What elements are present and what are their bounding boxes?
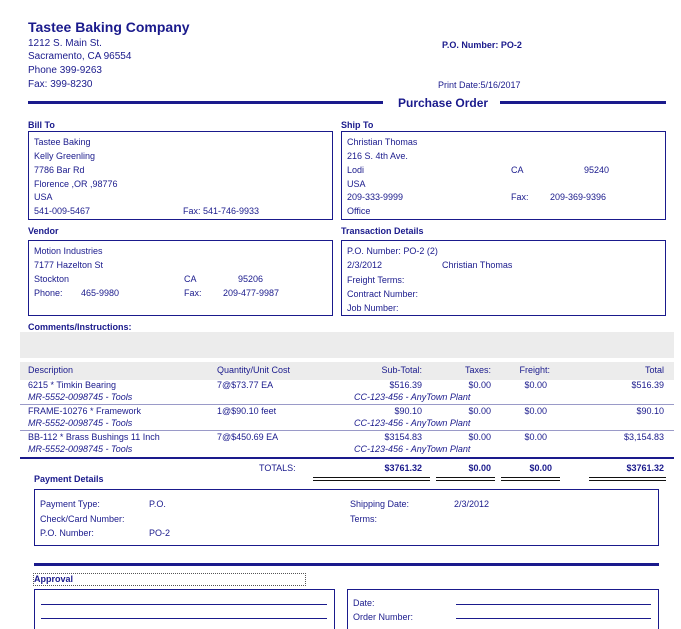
- totals-underline: [436, 477, 495, 478]
- payment-po-label: P.O. Number:: [40, 528, 94, 538]
- payment-ship-date: 2/3/2012: [454, 499, 490, 509]
- bill-to-contact: Kelly Greenling: [34, 151, 96, 161]
- item-description: BB-112 * Brass Bushings 11 Inch: [28, 432, 160, 442]
- totals-underline: [436, 480, 495, 481]
- items-header-bg: [20, 362, 674, 380]
- ship-to-state: CA: [511, 165, 524, 175]
- payment-box: [34, 489, 659, 546]
- payment-ship-date-label: Shipping Date:: [350, 499, 410, 509]
- item-subtotal: $3154.83: [384, 432, 422, 442]
- approval-heading-text: Approval: [34, 574, 74, 584]
- item-location: CC-123-456 - AnyTown Plant: [354, 418, 471, 428]
- item-taxes: $0.00: [468, 380, 491, 390]
- company-address-1: 1212 S. Main St.: [28, 38, 102, 49]
- vendor-phone: 465-9980: [81, 288, 120, 298]
- title-rule-right: [500, 101, 666, 104]
- col-description: Description: [28, 365, 74, 375]
- vendor-phone-label: Phone:: [34, 288, 63, 298]
- item-freight: $0.00: [524, 380, 547, 390]
- item-description: FRAME-10276 * Framework: [28, 406, 142, 416]
- approval-heading: [33, 573, 306, 586]
- item-quantity: 1@$90.10 feet: [217, 406, 277, 416]
- approval-signature-box: [34, 589, 335, 629]
- bill-to-phone: 541-009-5467: [34, 206, 91, 216]
- company-phone: Phone 399-9263: [28, 65, 102, 76]
- totals-underline: [589, 477, 666, 478]
- payment-type-label: Payment Type:: [40, 499, 100, 509]
- payment-heading: Payment Details: [34, 474, 104, 484]
- totals-freight: $0.00: [529, 463, 552, 473]
- po-number-header: P.O. Number: PO-2: [442, 40, 522, 50]
- item-subtotal: $90.10: [394, 406, 422, 416]
- item-freight: $0.00: [524, 432, 547, 442]
- item-taxes: $0.00: [468, 432, 491, 442]
- signature-line: [41, 604, 327, 605]
- vendor-zip: 95206: [238, 274, 264, 284]
- vendor-state: CA: [184, 274, 197, 284]
- item-total: $3,154.83: [623, 432, 664, 442]
- bill-to-street: 7786 Bar Rd: [34, 165, 85, 175]
- ship-to-street: 216 S. 4th Ave.: [347, 151, 408, 161]
- order-number-line: [456, 618, 651, 619]
- ship-to-name: Christian Thomas: [347, 137, 418, 147]
- payment-check-label: Check/Card Number:: [40, 514, 125, 524]
- col-freight: Freight:: [519, 365, 550, 375]
- totals-underline: [501, 480, 560, 481]
- row-divider: [20, 430, 674, 431]
- bill-to-city: Florence ,OR ,98776: [34, 179, 118, 189]
- col-taxes: Taxes:: [464, 365, 491, 375]
- item-total: $516.39: [631, 380, 664, 390]
- item-freight: $0.00: [524, 406, 547, 416]
- totals-underline: [501, 477, 560, 478]
- transaction-buyer: Christian Thomas: [442, 260, 513, 270]
- totals-label: TOTALS:: [259, 463, 296, 473]
- company-fax: Fax: 399-8230: [28, 79, 93, 90]
- comments-area: [20, 332, 674, 358]
- transaction-contract-number: Contract Number:: [347, 289, 419, 299]
- totals-subtotal: $3761.32: [384, 463, 422, 473]
- col-subtotal: Sub-Total:: [381, 365, 422, 375]
- vendor-street: 7177 Hazelton St: [34, 260, 104, 270]
- company-address-2: Sacramento, CA 96554: [28, 51, 132, 62]
- vendor-fax: 209-477-9987: [223, 288, 280, 298]
- print-date: Print Date:5/16/2017: [438, 80, 521, 90]
- item-total: $90.10: [636, 406, 664, 416]
- row-divider: [20, 404, 674, 405]
- ship-to-fax-label: Fax:: [511, 192, 529, 202]
- approval-details-box: [347, 589, 659, 629]
- comments-label: Comments/Instructions:: [28, 322, 132, 332]
- vendor-heading: Vendor: [28, 226, 59, 236]
- ship-to-heading: Ship To: [341, 120, 374, 130]
- bill-to-fax: Fax: 541-746-9933: [183, 206, 260, 216]
- transaction-date: 2/3/2012: [347, 260, 383, 270]
- vendor-city: Stockton: [34, 274, 70, 284]
- item-quantity: 7@$73.77 EA: [217, 380, 274, 390]
- ship-to-fax: 209-369-9396: [550, 192, 607, 202]
- col-total: Total: [644, 365, 664, 375]
- item-account: MR-5552-0098745 - Tools: [28, 444, 133, 454]
- transaction-job-number: Job Number:: [347, 303, 399, 313]
- item-location: CC-123-456 - AnyTown Plant: [354, 392, 471, 402]
- col-quantity: Quantity/Unit Cost: [217, 365, 291, 375]
- item-account: MR-5552-0098745 - Tools: [28, 418, 133, 428]
- ship-to-phone: 209-333-9999: [347, 192, 404, 202]
- ship-to-country: USA: [347, 179, 366, 189]
- ship-to-box: [341, 131, 666, 220]
- signature-line: [41, 618, 327, 619]
- vendor-name: Motion Industries: [34, 246, 103, 256]
- company-name: Tastee Baking Company: [28, 19, 190, 35]
- vendor-fax-label: Fax:: [184, 288, 202, 298]
- item-description: 6215 * Timkin Bearing: [28, 380, 117, 390]
- payment-type: P.O.: [149, 499, 166, 509]
- bill-to-box: [28, 131, 333, 220]
- transaction-po-number: P.O. Number: PO-2 (2): [347, 246, 438, 256]
- item-location: CC-123-456 - AnyTown Plant: [354, 444, 471, 454]
- approval-rule: [34, 563, 659, 566]
- ship-to-city: Lodi: [347, 165, 365, 175]
- approval-order-label: Order Number:: [353, 612, 414, 622]
- title-rule-left: [28, 101, 383, 104]
- transaction-freight-terms: Freight Terms:: [347, 275, 405, 285]
- totals-total: $3761.32: [626, 463, 664, 473]
- totals-underline: [313, 480, 430, 481]
- totals-taxes: $0.00: [468, 463, 491, 473]
- totals-top-rule: [20, 457, 674, 459]
- item-taxes: $0.00: [468, 406, 491, 416]
- item-quantity: 7@$450.69 EA: [217, 432, 279, 442]
- ship-to-location: Office: [347, 206, 371, 216]
- transaction-heading: Transaction Details: [341, 226, 424, 236]
- bill-to-country: USA: [34, 192, 53, 202]
- totals-underline: [313, 477, 430, 478]
- transaction-box: [341, 240, 666, 316]
- date-line: [456, 604, 651, 605]
- vendor-box: [28, 240, 333, 316]
- item-subtotal: $516.39: [389, 380, 422, 390]
- payment-terms-label: Terms:: [350, 514, 377, 524]
- doc-title: Purchase Order: [398, 96, 489, 110]
- totals-underline: [589, 480, 666, 481]
- payment-po: PO-2: [149, 528, 171, 538]
- approval-date-label: Date:: [353, 598, 375, 608]
- ship-to-zip: 95240: [584, 165, 610, 175]
- bill-to-heading: Bill To: [28, 120, 55, 130]
- item-account: MR-5552-0098745 - Tools: [28, 392, 133, 402]
- bill-to-name: Tastee Baking: [34, 137, 91, 147]
